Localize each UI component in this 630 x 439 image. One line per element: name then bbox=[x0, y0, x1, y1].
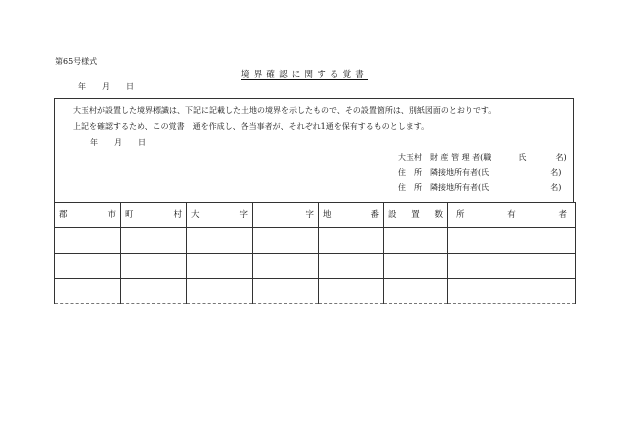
table-cell[interactable] bbox=[319, 228, 384, 253]
document-title: 境界確認に関する覚書 bbox=[241, 70, 369, 80]
signature-label: 大玉村 財 産 管 理 者(職 bbox=[398, 153, 492, 162]
table-cell[interactable] bbox=[448, 253, 576, 278]
signature-line-administrator bbox=[398, 153, 567, 163]
signature-label: 住 所 隣接地所有者(氏 bbox=[398, 168, 490, 177]
confirmation-date: 年 月 日 bbox=[90, 138, 146, 147]
table-row bbox=[55, 228, 576, 253]
table-cell[interactable] bbox=[384, 253, 448, 278]
header-oaza: 大 字 bbox=[187, 203, 253, 228]
form-number: 第65号様式 bbox=[55, 57, 98, 66]
header-district-city: 郡 市 bbox=[55, 203, 121, 228]
table-row bbox=[55, 278, 576, 303]
signature-name-field: 氏 bbox=[518, 153, 527, 162]
table-cell[interactable] bbox=[384, 228, 448, 253]
header-lot-number: 地 番 bbox=[319, 203, 384, 228]
table-cell[interactable] bbox=[253, 253, 319, 278]
table-cell[interactable] bbox=[55, 253, 121, 278]
table-cell[interactable] bbox=[448, 278, 576, 303]
header-installed-count: 設 置 数 bbox=[384, 203, 448, 228]
land-boundary-table bbox=[54, 202, 576, 304]
table-cell[interactable] bbox=[253, 228, 319, 253]
table-cell[interactable] bbox=[319, 278, 384, 303]
signature-label: 住 所 隣接地所有者(氏 bbox=[398, 183, 490, 192]
paragraph-1: 大玉村が設置した境界標識は、下記に記載した土地の境界を示したもので、その設置箇所は、別紙図面のとおりです。 bbox=[73, 106, 497, 115]
signature-end: 名) bbox=[550, 183, 562, 192]
signature-end: 名) bbox=[555, 153, 567, 162]
table-cell[interactable] bbox=[187, 253, 253, 278]
table-cell[interactable] bbox=[448, 228, 576, 253]
header-owner: 所 有 者 bbox=[448, 203, 576, 228]
header-town-village: 町 村 bbox=[121, 203, 187, 228]
table-cell[interactable] bbox=[384, 278, 448, 303]
header-aza: 字 bbox=[253, 203, 319, 228]
table-cell[interactable] bbox=[121, 278, 187, 303]
signature-line-neighbor-1 bbox=[398, 168, 561, 178]
table-cell[interactable] bbox=[55, 228, 121, 253]
table-cell[interactable] bbox=[187, 228, 253, 253]
table-row bbox=[55, 253, 576, 278]
table-cell[interactable] bbox=[319, 253, 384, 278]
top-date: 年 月 日 bbox=[78, 82, 134, 91]
table-cell[interactable] bbox=[187, 278, 253, 303]
signature-end: 名) bbox=[550, 168, 562, 177]
paragraph-2: 上記を確認するため、この覚書 通を作成し、各当事者が、それぞれ1通を保有するものとします。 bbox=[73, 122, 430, 131]
table-cell[interactable] bbox=[253, 278, 319, 303]
table-header-row bbox=[55, 203, 576, 228]
table-cell[interactable] bbox=[121, 253, 187, 278]
signature-line-neighbor-2 bbox=[398, 183, 561, 193]
table-cell[interactable] bbox=[55, 278, 121, 303]
table-cell[interactable] bbox=[121, 228, 187, 253]
